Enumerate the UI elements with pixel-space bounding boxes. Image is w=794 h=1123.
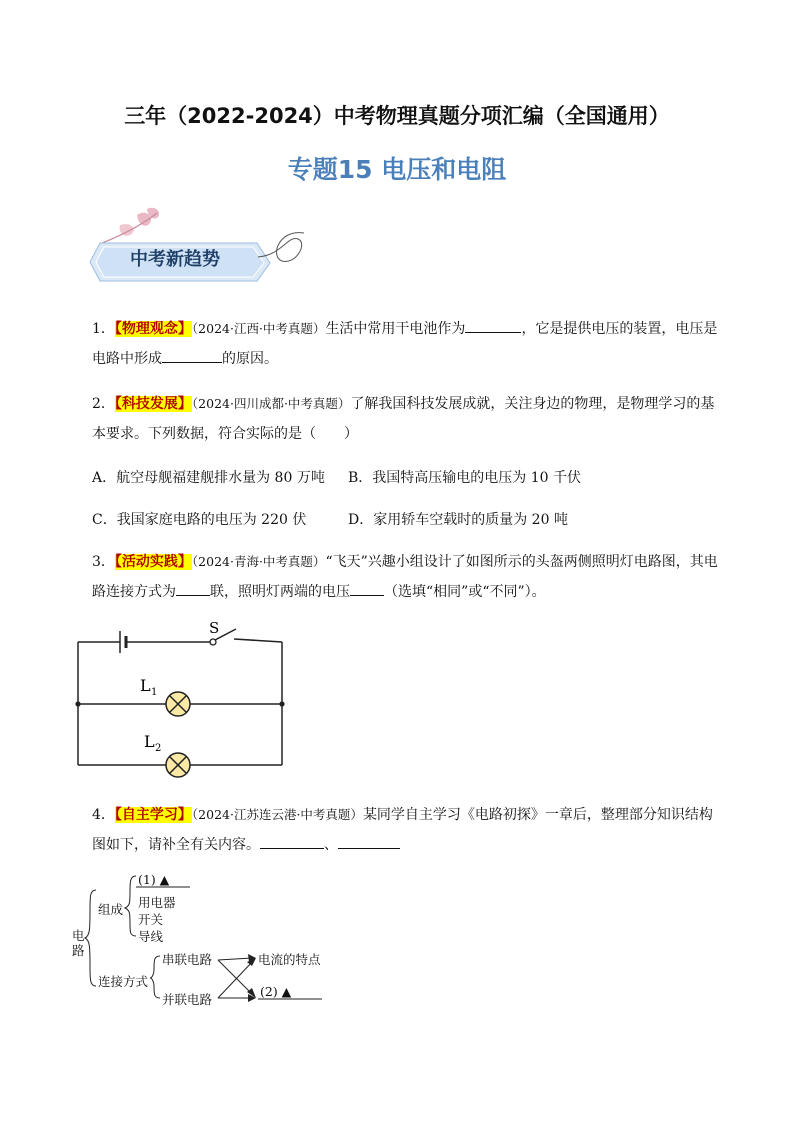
switch-label: S [209, 619, 220, 637]
tree-target: 电流的特点 [258, 952, 321, 967]
question-tag: 【自主学习】 [114, 807, 192, 823]
lamp-l2-label: L [144, 732, 155, 751]
answer-blank[interactable] [465, 316, 521, 333]
tree-item: 导线 [138, 929, 164, 944]
question-1: 1．【物理观念】（2024·江西·中考真题）生活中常用干电池作为 ，它是提供电压的装置，电压是 电路中形成 的原因。 [92, 314, 722, 374]
circuit-diagram [70, 615, 290, 780]
lamp-l1-icon [166, 692, 190, 716]
question-tag: 【科技发展】 [114, 396, 192, 412]
option-c[interactable]: C．我国家庭电路的电压为 220 伏 [92, 512, 307, 528]
tree-blank-1[interactable]: (1) ▲ [138, 872, 170, 887]
tree-blank-2[interactable]: (2) ▲ [260, 984, 292, 999]
tree-item: 并联电路 [162, 992, 213, 1007]
question-tag: 【物理观念】 [114, 321, 192, 337]
tree-group-connection: 连接方式 [98, 974, 149, 989]
question-tag: 【活动实践】 [114, 554, 192, 570]
answer-blank[interactable] [176, 579, 210, 596]
tree-root: 电路 [72, 928, 85, 958]
tree-item: 串联电路 [162, 952, 213, 967]
banner-label: 中考新趋势 [130, 249, 220, 270]
tree-group-composition: 组成 [98, 902, 124, 917]
question-4: 4．【自主学习】（2024·江苏连云港·中考真题）某同学自主学习《电路初探》一章后，整理部分知识结构 图如下，请补全有关内容。 、 [92, 807, 713, 853]
lamp-l1-label: L [140, 676, 151, 695]
tree-item: 开关 [138, 912, 164, 927]
answer-blank[interactable] [260, 832, 324, 849]
option-b[interactable]: B．我国特高压输电的电压为 10 千伏 [348, 470, 582, 486]
answer-blank[interactable] [350, 579, 384, 596]
option-a[interactable]: A．航空母舰福建舰排水量为 80 万吨 [92, 470, 325, 486]
question-3: 3．【活动实践】（2024·青海·中考真题）“飞天”兴趣小组设计了如图所示的头盔两侧照明灯电路图，其电 路连接方式为 联，照明灯两端的电压 （选填“相同”或“不同”）。 [92, 554, 718, 600]
battery-icon [120, 631, 126, 653]
question-2: 2．【科技发展】（2024·四川成都·中考真题）了解我国科技发展成就，关注身边的物理，是物理学习的基 本要求。下列数据，符合实际的是（ ） [92, 396, 715, 442]
answer-blank[interactable] [338, 832, 400, 849]
topic-title: 专题15 电压和电阻 [287, 155, 507, 184]
document-title: 三年（2022-2024）中考物理真题分项汇编（全国通用） [124, 104, 670, 128]
answer-blank[interactable] [162, 346, 222, 363]
lamp-l2-icon [166, 753, 190, 777]
option-d[interactable]: D．家用轿车空载时的质量为 20 吨 [348, 512, 568, 528]
lamp-l2-subscript: 2 [155, 743, 162, 754]
lamp-l1-subscript: 1 [151, 687, 158, 698]
tree-item: 用电器 [138, 895, 176, 910]
